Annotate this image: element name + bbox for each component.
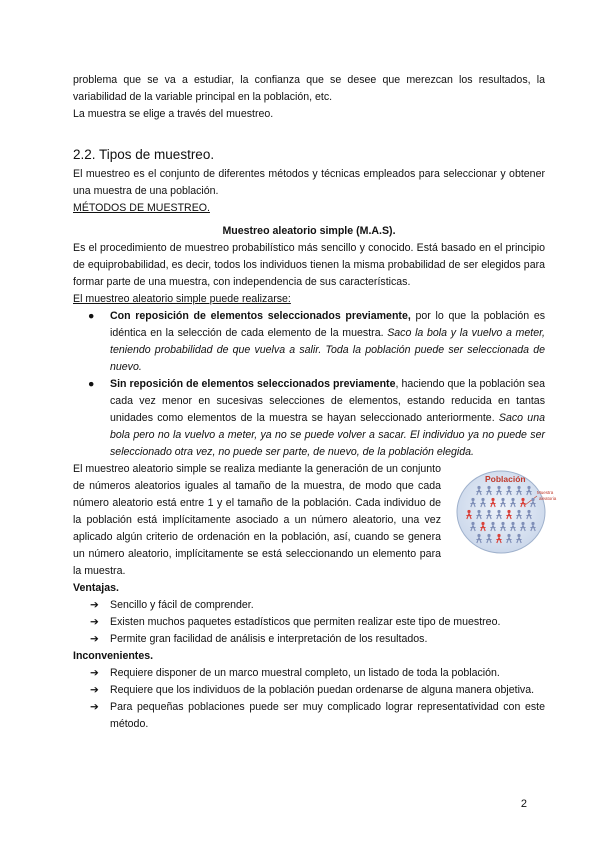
arrow-icon: ➔ bbox=[90, 599, 99, 611]
bullet-text: por lo que la población es idéntica en la selección de cada elemento de la muestra. bbox=[110, 310, 546, 339]
intro-paragraph: problema que se va a estudiar, la confianza que se desee que merezcan los resultados, la variabilidad de la variable principal en la población, etc. bbox=[73, 74, 545, 103]
bullet-italic: Saco una bola pero no la vuelvo a meter, ya no se puede volver a sacar. El individuo ya no puede ser seleccionado otra vez, no puede ser parte, de nuevo, de la población elegida. bbox=[110, 412, 545, 458]
bullet-text: , haciendo que la población sea cada vez menor en sucesivas selecciones de elementos, estando reducida en tantas unidades como elementos de la muestra se hayan seleccionado anteriormente. bbox=[110, 378, 545, 424]
page-number: 2 bbox=[520, 798, 527, 810]
disadvantages-heading: Inconvenientes. bbox=[73, 650, 154, 662]
list-item bbox=[73, 308, 545, 376]
arrow-icon: ➔ bbox=[90, 633, 99, 645]
advantage-text: Permite gran facilidad de análisis e interpretación de los resultados. bbox=[110, 633, 428, 645]
arrow-icon: ➔ bbox=[90, 667, 99, 679]
intro-sentence: La muestra se elige a través del muestreo. bbox=[73, 108, 274, 120]
bullet-italic: Saco la bola y la vuelvo a meter, teniendo probabilidad de que vuelva a salir. Toda la población puede ser seleccionada de nuevo. bbox=[110, 327, 545, 373]
list-item bbox=[73, 682, 545, 699]
section-heading: 2.2. Tipos de muestreo. bbox=[73, 147, 215, 162]
advantages-heading: Ventajas. bbox=[73, 582, 119, 594]
list-item bbox=[73, 614, 545, 631]
bullet-bold: Con reposición de elementos seleccionados previamente, bbox=[110, 310, 411, 322]
population-sample-figure bbox=[455, 465, 565, 555]
list-item bbox=[73, 631, 545, 648]
arrow-icon: ➔ bbox=[90, 684, 99, 696]
disadvantage-text: Requiere que los individuos de la población puedan ordenarse de alguna manera objetiva. bbox=[110, 684, 535, 696]
list-item bbox=[73, 699, 545, 733]
bullet-icon: ● bbox=[88, 310, 95, 322]
page-content bbox=[73, 72, 557, 733]
sample-label-line2: aleatoria bbox=[539, 496, 557, 501]
disadvantage-text: Requiere disponer de un marco muestral completo, un listado de toda la población. bbox=[110, 667, 500, 679]
bullet-icon: ● bbox=[88, 378, 95, 390]
list-item bbox=[73, 376, 545, 461]
section-body: El muestreo es el conjunto de diferentes métodos y técnicas empleados para seleccionar y obtener una muestra de una población. bbox=[73, 168, 545, 197]
disadvantage-text: Para pequeñas poblaciones puede ser muy complicado lograr representatividad con este método. bbox=[110, 701, 545, 730]
flow-section bbox=[73, 461, 557, 580]
list-item bbox=[73, 597, 545, 614]
advantage-text: Existen muchos paquetes estadísticos que permiten realizar este tipo de muestreo. bbox=[110, 616, 501, 628]
mas-title: Muestreo aleatorio simple (M.A.S). bbox=[222, 225, 396, 237]
arrow-icon: ➔ bbox=[90, 616, 99, 628]
list-item bbox=[73, 665, 545, 682]
arrow-icon: ➔ bbox=[90, 701, 99, 713]
methods-heading: MÉTODOS DE MUESTREO. bbox=[73, 202, 210, 214]
population-label: Población bbox=[485, 474, 526, 484]
bullet-bold: Sin reposición de elementos seleccionados previamente bbox=[110, 378, 396, 390]
disadvantages-list bbox=[73, 665, 545, 733]
sample-label-line1: Muestra bbox=[537, 490, 554, 495]
mas-can-be: El muestreo aleatorio simple puede realizarse: bbox=[73, 293, 291, 305]
mas-bullet-list bbox=[73, 308, 545, 461]
advantages-list bbox=[73, 597, 545, 648]
mas-flow-paragraph: El muestreo aleatorio simple se realiza mediante la generación de un conjunto de números aleatorios iguales al tamaño de la muestra, de modo que cada número aleatorio está entre 1 y el tamaño de la población. Cada individuo de la población está implícitamente asociado a un número aleatorio, una vez aplicado algún criterio de ordenación en la población, así, cuando se genera un número aleatorio, implícitamente se está seleccionando un elemento para la muestra. bbox=[73, 463, 441, 577]
advantage-text: Sencillo y fácil de comprender. bbox=[110, 599, 254, 611]
mas-description: Es el procedimiento de muestreo probabilístico más sencillo y conocido. Está basado en el principio de equiprobabilidad, es decir, todos los individuos tienen la misma probabilidad de ser elegidos para formar parte de una muestra, con independencia de sus características. bbox=[73, 242, 545, 288]
